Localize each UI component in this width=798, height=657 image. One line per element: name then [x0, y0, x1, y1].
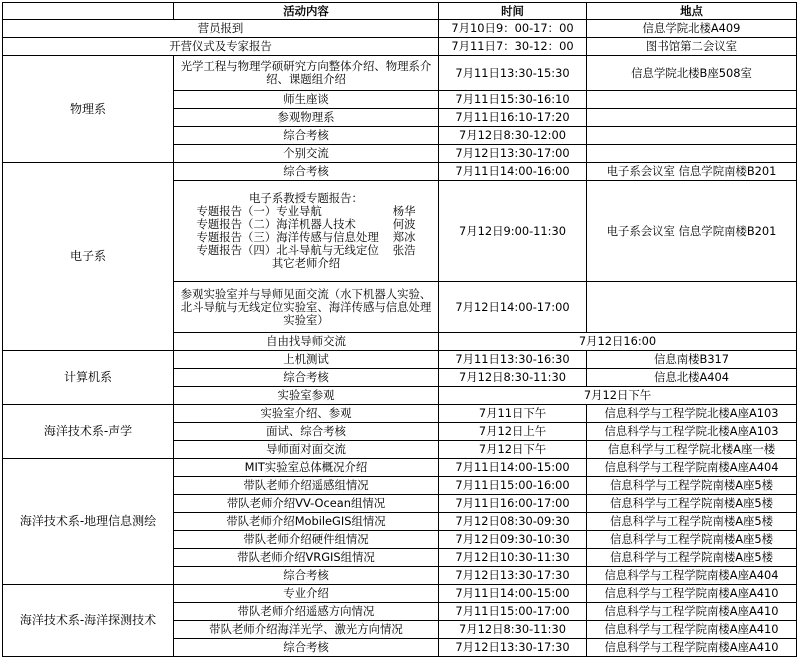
activity-cell: 上机测试	[174, 351, 439, 369]
talk-title: 专题报告（三）海洋传感与信息处理	[196, 230, 379, 244]
talk-speaker: 张浩	[392, 243, 416, 257]
activity-cell: 开营仪式及专家报告	[3, 38, 439, 56]
activity-cell: 带队老师介绍硬件组情况	[174, 531, 439, 549]
place-cell: 信息科学与工程学院南楼A座A410	[587, 639, 797, 657]
talk-speaker: 何波	[392, 217, 416, 231]
talk-title: 专题报告（一）专业导航	[196, 204, 322, 218]
table-row	[3, 459, 797, 477]
time-cell: 7月12日16:00	[439, 333, 797, 351]
activity-cell: 营员报到	[3, 20, 439, 38]
time-cell: 7月11日13:30-15:30	[439, 56, 587, 91]
header-place: 地点	[587, 3, 797, 20]
dept-cell-physics: 物理系	[3, 56, 174, 163]
place-cell: 信息科学与工程学院北楼A座A103	[587, 405, 797, 423]
table-row	[3, 163, 797, 181]
place-cell	[587, 109, 797, 127]
place-cell: 电子系会议室 信息学院南楼B201	[587, 181, 797, 282]
time-cell: 7月11日16:10-17:20	[439, 109, 587, 127]
time-cell: 7月12日09:30-10:30	[439, 531, 587, 549]
activity-cell: 导师面对面交流	[174, 441, 439, 459]
activity-cell: 个别交流	[174, 145, 439, 163]
activity-cell: 专业介绍	[174, 585, 439, 603]
table-row	[3, 38, 797, 56]
time-cell: 7月12日9:00-11:30	[439, 181, 587, 282]
activity-cell: 师生座谈	[174, 91, 439, 109]
header-dept	[3, 3, 174, 20]
place-cell: 图书馆第二会议室	[587, 38, 797, 56]
header-activity: 活动内容	[174, 3, 439, 20]
activity-cell: 面试、综合考核	[174, 423, 439, 441]
place-cell: 信息科学与工程学院北楼A座一楼	[587, 441, 797, 459]
talks-cell	[174, 181, 439, 282]
time-cell: 7月12日13:30-17:30	[439, 639, 587, 657]
activity-cell: 参观实验室并与导师见面交流（水下机器人实验、北斗导航与无线定位实验室、海洋传感与信息处理实验室）	[174, 282, 439, 333]
talk-title: 专题报告（二）海洋机器人技术	[196, 217, 356, 231]
place-cell: 信息学院北楼B座508室	[587, 56, 797, 91]
talks-list	[196, 192, 415, 270]
dept-cell-electronics: 电子系	[3, 163, 174, 351]
place-cell: 信息科学与工程学院北楼A座A103	[587, 423, 797, 441]
activity-cell: 带队老师介绍遥感方向情况	[174, 603, 439, 621]
place-cell: 信息南楼B317	[587, 351, 797, 369]
time-cell: 7月11日13:30-16:30	[439, 351, 587, 369]
place-cell: 电子系会议室 信息学院南楼B201	[587, 163, 797, 181]
time-cell: 7月10日9：00-17：00	[439, 20, 587, 38]
header-time: 时间	[439, 3, 587, 20]
table-row	[3, 585, 797, 603]
time-cell: 7月12日下午	[439, 387, 797, 405]
schedule-table	[2, 2, 797, 657]
activity-cell: 带队老师介绍遥感组情况	[174, 477, 439, 495]
time-cell: 7月11日15:30-16:10	[439, 91, 587, 109]
activity-cell: 综合考核	[174, 127, 439, 145]
activity-cell: MIT实验室总体概况介绍	[174, 459, 439, 477]
time-cell: 7月12日8:30-11:30	[439, 621, 587, 639]
place-cell: 信息科学与工程学院南楼A座A404	[587, 459, 797, 477]
talks-footer: 其它老师介绍	[271, 256, 341, 270]
time-cell: 7月12日13:30-17:00	[439, 145, 587, 163]
time-cell: 7月11日16:00-17:00	[439, 495, 587, 513]
dept-cell-computer: 计算机系	[3, 351, 174, 405]
time-cell: 7月12日10:30-11:30	[439, 549, 587, 567]
place-cell	[587, 145, 797, 163]
activity-cell: 实验室参观	[174, 387, 439, 405]
activity-cell: 综合考核	[174, 369, 439, 387]
activity-cell: 带队老师介绍VRGIS组情况	[174, 549, 439, 567]
place-cell	[587, 282, 797, 333]
time-cell: 7月11日14:00-15:00	[439, 459, 587, 477]
table-row	[3, 405, 797, 423]
time-cell: 7月12日8:30-12:00	[439, 127, 587, 145]
activity-cell: 综合考核	[174, 639, 439, 657]
activity-cell: 综合考核	[174, 567, 439, 585]
activity-cell: 光学工程与物理学硕研究方向整体介绍、物理系介绍、课题组介绍	[174, 56, 439, 91]
place-cell	[587, 91, 797, 109]
place-cell: 信息科学与工程学院南楼A座A404	[587, 567, 797, 585]
time-cell: 7月11日15:00-17:00	[439, 603, 587, 621]
dept-cell-geo: 海洋技术系-地理信息测绘	[3, 459, 174, 585]
activity-cell: 实验室介绍、参观	[174, 405, 439, 423]
talk-speaker: 郑冰	[392, 230, 416, 244]
time-cell: 7月12日上午	[439, 423, 587, 441]
place-cell: 信息科学与工程学院南楼A座A410	[587, 585, 797, 603]
header-row	[3, 3, 797, 20]
time-cell: 7月11日15:00-16:00	[439, 477, 587, 495]
time-cell: 7月12日8:30-11:30	[439, 369, 587, 387]
talks-heading: 电子系教授专题报告：	[249, 191, 363, 205]
place-cell: 信息科学与工程学院南楼A座5楼	[587, 513, 797, 531]
table-row	[3, 351, 797, 369]
time-cell: 7月12日08:30-09:30	[439, 513, 587, 531]
place-cell: 信息科学与工程学院南楼A座5楼	[587, 549, 797, 567]
activity-cell: 带队老师介绍MobileGIS组情况	[174, 513, 439, 531]
time-cell: 7月12日13:30-17:30	[439, 567, 587, 585]
time-cell: 7月11日14:00-15:00	[439, 585, 587, 603]
time-cell: 7月11日下午	[439, 405, 587, 423]
activity-cell: 自由找导师交流	[174, 333, 439, 351]
place-cell: 信息学院北楼A409	[587, 20, 797, 38]
activity-cell: 带队老师介绍VV-Ocean组情况	[174, 495, 439, 513]
place-cell: 信息北楼A404	[587, 369, 797, 387]
place-cell: 信息科学与工程学院南楼A座A410	[587, 621, 797, 639]
table-row	[3, 20, 797, 38]
place-cell: 信息科学与工程学院南楼A座5楼	[587, 531, 797, 549]
time-cell: 7月12日下午	[439, 441, 587, 459]
place-cell	[587, 127, 797, 145]
table-row	[3, 56, 797, 91]
dept-cell-detection: 海洋技术系-海洋探测技术	[3, 585, 174, 657]
place-cell: 信息科学与工程学院南楼A座5楼	[587, 477, 797, 495]
time-cell: 7月12日14:00-17:00	[439, 282, 587, 333]
time-cell: 7月11日7：30-12：00	[439, 38, 587, 56]
time-cell: 7月11日14:00-16:00	[439, 163, 587, 181]
place-cell: 信息科学与工程学院南楼A座5楼	[587, 495, 797, 513]
talk-speaker: 杨华	[392, 204, 416, 218]
dept-cell-acoustics: 海洋技术系-声学	[3, 405, 174, 459]
activity-cell: 综合考核	[174, 163, 439, 181]
activity-cell: 参观物理系	[174, 109, 439, 127]
place-cell: 信息科学与工程学院南楼A座A410	[587, 603, 797, 621]
activity-cell: 带队老师介绍海洋光学、激光方向情况	[174, 621, 439, 639]
talk-title: 专题报告（四）北斗导航与无线定位	[196, 243, 379, 257]
